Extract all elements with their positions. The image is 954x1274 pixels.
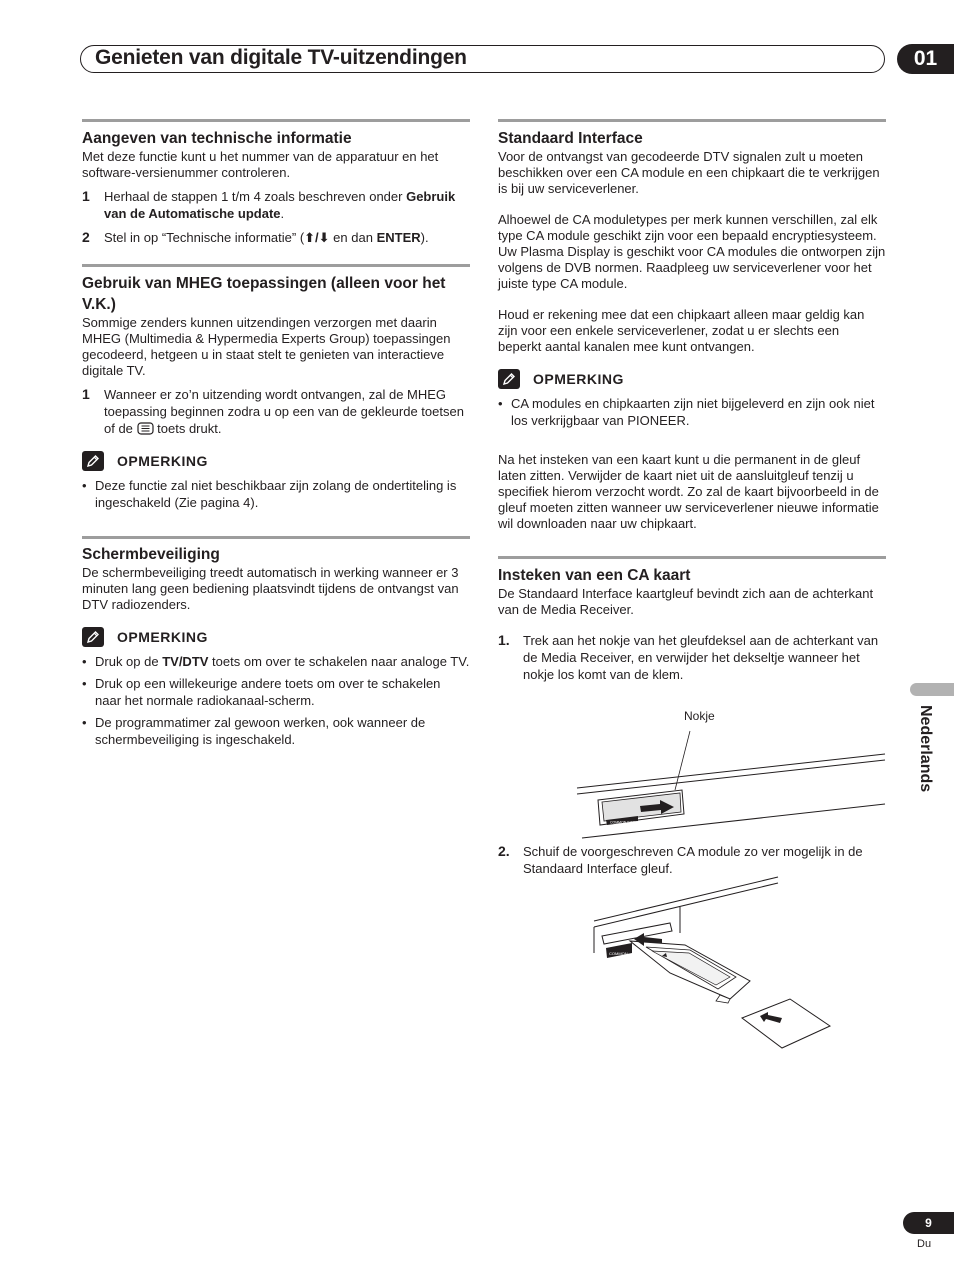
- step-text-mid: en dan: [329, 230, 377, 245]
- section-title-technical-info: Aangeven van technische informatie: [82, 130, 352, 147]
- step-text: Schuif de voorgeschreven CA module zo ver mogelijk in de Standaard Interface gleuf.: [523, 844, 863, 876]
- ca-module-insertion-illustration: [590, 873, 870, 1058]
- step-1: [498, 632, 886, 683]
- page-number: 9: [903, 1212, 954, 1234]
- step-text-part: Stel in op “Technische informatie” (: [104, 230, 305, 245]
- language-tab: [910, 683, 954, 696]
- step-number: 1.: [498, 632, 510, 648]
- chapter-badge: 01: [897, 44, 954, 74]
- step-1: [82, 386, 470, 437]
- section-title-mheg: Gebruik van MHEG toepassingen (alleen voor het V.K.): [82, 275, 446, 313]
- note-text-bold: TV/DTV: [162, 654, 209, 669]
- note-item: • CA modules en chipkaarten zijn niet bijgeleverd en zijn ook niet los verkrijgbaar van PIONEER.: [498, 395, 886, 429]
- paragraph: Voor de ontvangst van gecodeerde DTV signalen zult u moeten beschikken over een CA module en een chipkaart die te verkrijgen is bij uw serviceverlener.: [498, 149, 880, 196]
- section-rule: [82, 264, 470, 267]
- section-rule: [82, 536, 470, 539]
- section-rule: [82, 119, 470, 122]
- step-text: [104, 188, 470, 222]
- step-text-bold: ENTER: [376, 230, 421, 245]
- left-column: [82, 119, 470, 753]
- step-number: 1: [82, 386, 90, 402]
- language-label: Nederlands: [917, 705, 934, 793]
- step-2: [498, 843, 886, 877]
- step-1: [82, 188, 470, 222]
- note-header: [82, 627, 470, 647]
- step-text-end: toets drukt.: [153, 421, 222, 436]
- right-column: [498, 119, 886, 683]
- step-text: [104, 229, 470, 246]
- section-rule: [498, 119, 886, 122]
- step-text-part: Wanneer er zo’n uitzending wordt ontvangen, zal de MHEG toepassing beginnen zodra u op een van de gekleurde toetsen of de: [104, 387, 464, 436]
- note-list: [498, 395, 886, 429]
- text-button-icon: [137, 422, 154, 435]
- page-title: Genieten van digitale TV-uitzendingen: [95, 46, 467, 69]
- section-title-screensaver: Schermbeveiliging: [82, 546, 220, 563]
- note-label: OPMERKING: [117, 453, 208, 469]
- insert-intro: De Standaard Interface kaartgleuf bevindt zich aan de achterkant van de Media Receiver.: [498, 586, 874, 617]
- section-title-insert-ca-card: Insteken van een CA kaart: [498, 567, 691, 584]
- technical-info-intro: Met deze functie kunt u het nummer van de apparatuur en het software-versienummer controleren.: [82, 149, 439, 180]
- step-text-end: ).: [420, 230, 429, 245]
- slot-cover-illustration: [570, 728, 890, 838]
- note-label: OPMERKING: [117, 629, 208, 645]
- section-title-standard-interface: Standaard Interface: [498, 130, 643, 147]
- step-number: 1: [82, 188, 90, 204]
- mheg-intro: Sommige zenders kunnen uitzendingen verzorgen met daarin MHEG (Multimedia & Hypermedia Experts Group) toepassingen gecodeerd, hetgeen u in staat stelt te genieten van interactieve digitale TV.: [82, 315, 451, 378]
- note-text: Druk op de: [95, 654, 163, 669]
- note-item: • De programmatimer zal gewoon werken, ook wanneer de schermbeveiliging is ingeschakeld.: [82, 714, 470, 748]
- paragraph: Alhoewel de CA moduletypes per merk kunnen verschillen, zal elk type CA module geschikt zijn voor een bepaald encryptiesysteem. Uw Plasma Display is geschikt voor CA modules die ontworpen zijn volgens de DVB normen. Raadpleeg uw serviceverlener voor het juiste type CA module.: [498, 212, 886, 291]
- note-item: • Deze functie zal niet beschikbaar zijn zolang de ondertiteling is ingeschakeld (Zie pagina 4).: [82, 477, 470, 511]
- note-pencil-icon: [498, 369, 520, 389]
- step-text-end: .: [280, 206, 285, 221]
- step-text: [104, 386, 470, 437]
- step-number: 2.: [498, 843, 510, 859]
- figure-label-nokje: Nokje: [684, 709, 715, 723]
- note-list: [82, 653, 470, 748]
- note-label: OPMERKING: [533, 371, 624, 387]
- step-text-part: Herhaal de stappen 1 t/m 4 zoals beschreven onder: [104, 189, 407, 204]
- step-text-bold: Gebruik van de Automatische update: [104, 189, 456, 221]
- page-language-code: Du: [917, 1238, 932, 1250]
- note-text: toets om over te schakelen naar analoge TV.: [208, 654, 470, 669]
- paragraph: Na het insteken van een kaart kunt u die permanent in de gleuf laten zitten. Verwijder de kaart niet uit de aansluitgleuf tenzij u specifiek hierom verzocht wordt. Zo zal de kaart bijvoorbeeld in de gleuf moeten zitten wanneer uw serviceverlener nieuwe informatie wil downloaden naar uw chipkaart.: [498, 452, 879, 531]
- step-text: Trek aan het nokje van het gleufdeksel aan de achterkant van de Media Receiver, en verwijder het dekseltje wanneer het nokje los komt van de klem.: [523, 633, 879, 682]
- step-2: [82, 229, 470, 246]
- note-pencil-icon: [82, 451, 104, 471]
- section-rule: [498, 556, 886, 559]
- note-list: [82, 477, 470, 511]
- paragraph: Houd er rekening mee dat een chipkaart alleen maar geldig kan zijn voor een enkele serviceverlener, zodat u er slechts een beperkt aantal kanalen mee kunt ontvangen.: [498, 307, 865, 354]
- note-pencil-icon: [82, 627, 104, 647]
- note-item: [82, 653, 470, 670]
- note-header: [498, 369, 886, 389]
- figure-sticker-text: COMMON INTERFACE: [610, 820, 647, 825]
- figure-sticker-text: COMMON: [609, 951, 628, 956]
- screensaver-intro: De schermbeveiliging treedt automatisch in werking wanneer er 3 minuten lang geen bediening plaatsvindt tijdens de ontvangst van DTV radiozenders.: [82, 565, 459, 612]
- note-item: • Druk op een willekeurige andere toets om over te schakelen naar het normale radiokanaal-scherm.: [82, 675, 470, 709]
- up-down-arrows-icon: ⬆/⬇: [304, 230, 330, 245]
- step-number: 2: [82, 229, 90, 245]
- note-header: [82, 451, 470, 471]
